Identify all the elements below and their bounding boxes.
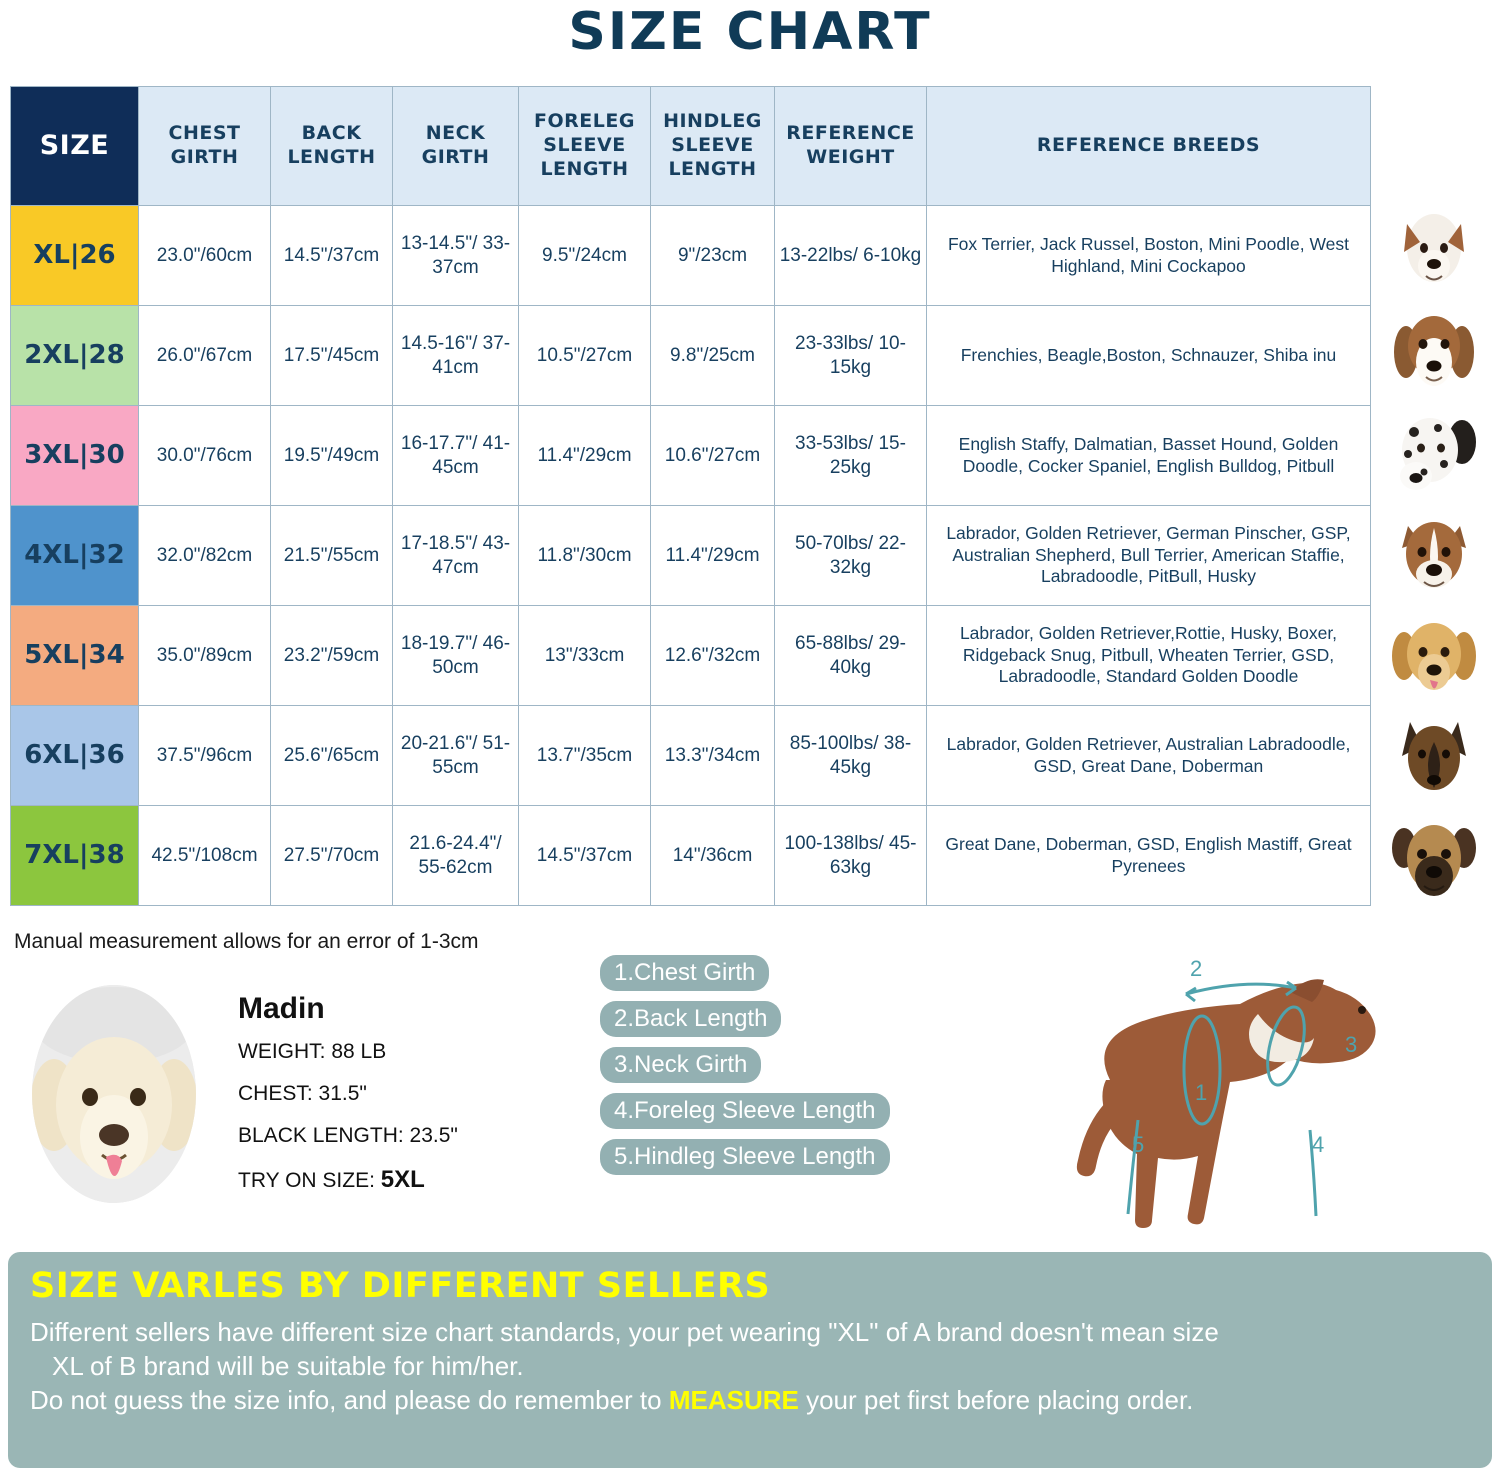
back-cell: 25.6"/65cm [271,706,393,806]
back-cell: 19.5"/49cm [271,406,393,506]
diagram-number-1: 1 [1195,1080,1208,1105]
foreleg-cell: 11.8"/30cm [519,506,651,606]
german-shepherd-image [1386,712,1482,800]
size-table-container [10,86,1370,906]
legend-item-hindleg-sleeve-length: 5.Hindleg Sleeve Length [600,1139,890,1175]
breeds-cell: Labrador, Golden Retriever, Australian Labradoodle, GSD, Great Dane, Doberman [927,706,1371,806]
avatar [32,985,196,1203]
breed-photo-column [1378,196,1492,910]
banner-text [30,1316,1470,1417]
size-cell: 3XL|30 [11,406,139,506]
size-cell: 7XL|38 [11,806,139,906]
back-cell: 23.2"/59cm [271,606,393,706]
chest-cell: 32.0"/82cm [139,506,271,606]
pitbull-photo [1378,502,1492,602]
neck-cell: 18-19.7"/ 46-50cm [393,606,519,706]
banner-line-3 [30,1384,1470,1418]
weight-cell: 100-138lbs/ 45-63kg [775,806,927,906]
header-back-length: BACK LENGTH [271,87,393,206]
neck-cell: 20-21.6"/ 51-55cm [393,706,519,806]
great-dane-image [1386,814,1482,902]
hindleg-cell: 12.6"/32cm [651,606,775,706]
hindleg-cell: 10.6"/27cm [651,406,775,506]
table-header-row [11,87,1371,206]
header-size: SIZE [11,87,139,206]
diagram-number-4: 4 [1312,1132,1325,1157]
size-cell: 2XL|28 [11,306,139,406]
header-reference-weight: REFERENCE WEIGHT [775,87,927,206]
table-header [11,87,1371,206]
size-cell: 5XL|34 [11,606,139,706]
table-body [11,206,1371,906]
size-table [10,86,1371,906]
foreleg-cell: 9.5"/24cm [519,206,651,306]
neck-cell: 13-14.5"/ 33-37cm [393,206,519,306]
foreleg-cell: 13"/33cm [519,606,651,706]
header-reference-breeds: REFERENCE BREEDS [927,87,1371,206]
profile-try-on-size [238,1166,568,1194]
profile-name: Madin [238,992,325,1025]
dalmatian-photo [1378,400,1492,500]
banner-title: SIZE VARLES BY DIFFERENT SELLERS [30,1266,771,1306]
size-cell: 6XL|36 [11,706,139,806]
table-row [11,706,1371,806]
breeds-cell: Frenchies, Beagle,Boston, Schnauzer, Shiba inu [927,306,1371,406]
profile-weight: WEIGHT: 88 LB [238,1040,387,1063]
chest-cell: 37.5"/96cm [139,706,271,806]
weight-cell: 50-70lbs/ 22-32kg [775,506,927,606]
diagram-number-2: 2 [1190,956,1203,981]
labrador-portrait-image [32,985,196,1203]
breeds-cell: Labrador, Golden Retriever, German Pinscher, GSP, Australian Shepherd, Bull Terrier, American Staffie, Labradoodle, PitBull, Husky [927,506,1371,606]
weight-cell: 33-53lbs/ 15-25kg [775,406,927,506]
hindleg-cell: 11.4"/29cm [651,506,775,606]
table-row [11,606,1371,706]
header-foreleg-sleeve-length: FORELEG SLEEVE LENGTH [519,87,651,206]
table-row [11,306,1371,406]
profile-chest: CHEST: 31.5" [238,1082,367,1105]
page-title: SIZE CHART [568,2,932,62]
beagle-image [1386,304,1482,392]
neck-cell: 14.5-16"/ 37-41cm [393,306,519,406]
neck-cell: 21.6-24.4"/ 55-62cm [393,806,519,906]
size-cell: XL|26 [11,206,139,306]
back-cell: 17.5"/45cm [271,306,393,406]
profile-info [238,992,568,1212]
chest-cell: 42.5"/108cm [139,806,271,906]
back-cell: 21.5"/55cm [271,506,393,606]
table-row [11,406,1371,506]
weight-cell: 13-22lbs/ 6-10kg [775,206,927,306]
banner-line-1: Different sellers have different size chart standards, your pet wearing "XL" of A brand doesn't mean size [30,1317,1219,1347]
chest-cell: 30.0"/76cm [139,406,271,506]
pitbull-image [1386,508,1482,596]
weight-cell: 85-100lbs/ 38-45kg [775,706,927,806]
banner-line-3-b: your pet first before placing order. [798,1384,1194,1415]
fox-terrier-image [1386,202,1482,290]
foreleg-cell: 13.7"/35cm [519,706,651,806]
golden-retriever-photo [1378,604,1492,704]
legend-item-neck-girth: 3.Neck Girth [600,1047,761,1083]
foreleg-cell: 10.5"/27cm [519,306,651,406]
chest-cell: 35.0"/89cm [139,606,271,706]
beagle-photo [1378,298,1492,398]
foreleg-cell: 11.4"/29cm [519,406,651,506]
weight-cell: 23-33lbs/ 10-15kg [775,306,927,406]
profile-back-length: BLACK LENGTH: 23.5" [238,1124,458,1147]
neck-cell: 17-18.5"/ 43-47cm [393,506,519,606]
header-neck-girth: NECK GIRTH [393,87,519,206]
breeds-cell: Great Dane, Doberman, GSD, English Mastiff, Great Pyrenees [927,806,1371,906]
fox-terrier-photo [1378,196,1492,296]
seller-size-warning-banner [8,1252,1492,1468]
hindleg-cell: 9.8"/25cm [651,306,775,406]
legend-item-foreleg-sleeve-length: 4.Foreleg Sleeve Length [600,1093,890,1129]
breeds-cell: Labrador, Golden Retriever,Rottie, Husky, Boxer, Ridgeback Snug, Pitbull, Wheaten Terrier, GSD, Labradoodle, Standard Golden Doodle [927,606,1371,706]
neck-cell: 16-17.7"/ 41-45cm [393,406,519,506]
hindleg-cell: 14"/36cm [651,806,775,906]
chest-cell: 26.0"/67cm [139,306,271,406]
table-row [11,806,1371,906]
foreleg-cell: 14.5"/37cm [519,806,651,906]
legend-item-chest-girth: 1.Chest Girth [600,955,769,991]
back-cell: 27.5"/70cm [271,806,393,906]
golden-retriever-image [1386,610,1482,698]
header-hindleg-sleeve-length: HINDLEG SLEEVE LENGTH [651,87,775,206]
hindleg-cell: 9"/23cm [651,206,775,306]
dog-diagram-image [990,930,1480,1240]
great-dane-photo [1378,808,1492,908]
german-shepherd-photo [1378,706,1492,806]
dog-measurement-diagram [990,930,1480,1240]
table-row [11,206,1371,306]
try-on-size-label: TRY ON SIZE: [238,1169,375,1192]
header-chest-girth: CHEST GIRTH [139,87,271,206]
banner-measure-highlight: MEASURE [668,1384,799,1415]
diagram-number-5: 5 [1132,1132,1145,1157]
legend-item-back-length: 2.Back Length [600,1001,781,1037]
hindleg-cell: 13.3"/34cm [651,706,775,806]
breeds-cell: English Staffy, Dalmatian, Basset Hound, Golden Doodle, Cocker Spaniel, English Bulldog, Pitbull [927,406,1371,506]
size-cell: 4XL|32 [11,506,139,606]
back-cell: 14.5"/37cm [271,206,393,306]
dalmatian-image [1386,406,1482,494]
table-row [11,506,1371,606]
breeds-cell: Fox Terrier, Jack Russel, Boston, Mini Poodle, West Highland, Mini Cockapoo [927,206,1371,306]
try-on-size-value: 5XL [380,1166,425,1193]
weight-cell: 65-88lbs/ 29-40kg [775,606,927,706]
diagram-number-3: 3 [1345,1032,1358,1057]
measurement-legend [600,955,1000,1185]
banner-line-3-a: Do not guess the size info, and please do remember to [30,1384,669,1415]
measurement-note: Manual measurement allows for an error of 1-3cm [14,930,479,953]
chest-cell: 23.0"/60cm [139,206,271,306]
banner-line-2: XL of B brand will be suitable for him/her. [52,1350,524,1381]
